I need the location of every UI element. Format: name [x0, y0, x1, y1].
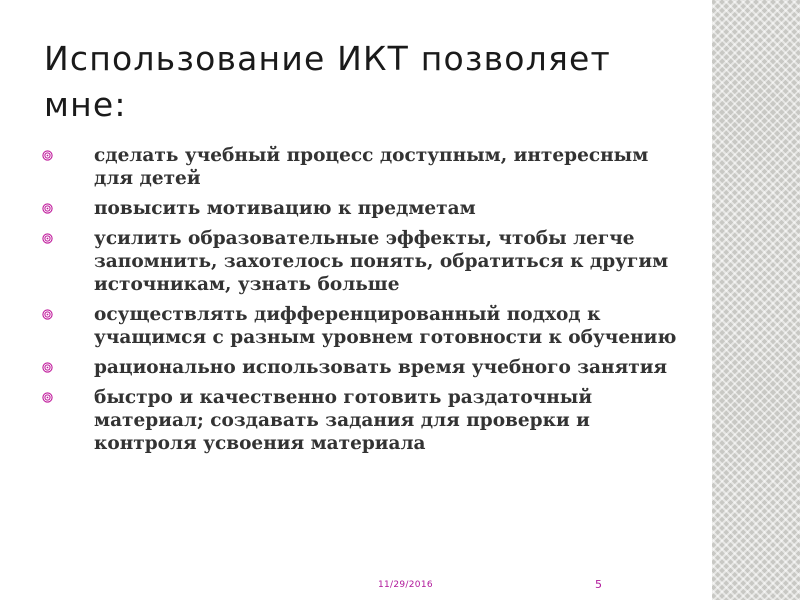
spiral-bullet-icon — [42, 150, 53, 161]
spiral-bullet-icon — [42, 392, 53, 403]
bullet-item — [42, 144, 682, 190]
bullet-item — [42, 197, 682, 220]
footer-date: 11/29/2016 — [378, 580, 433, 590]
bullet-item — [42, 386, 682, 455]
spiral-bullet-icon — [42, 309, 53, 320]
bullet-text: сделать учебный процесс доступным, интересным для детей — [94, 145, 649, 189]
page-number: 5 — [595, 578, 602, 591]
bullet-item — [42, 303, 682, 349]
bullet-item — [42, 227, 682, 296]
bullet-text: осуществлять дифференцированный подход к учащимся с разным уровнем готовности к обучению — [94, 304, 677, 348]
spiral-bullet-icon — [42, 233, 53, 244]
decorative-side-panel — [712, 0, 800, 600]
bullet-list — [42, 144, 682, 462]
slide-title: Использование ИКТ позволяет мне: — [44, 39, 611, 124]
bullet-text: рационально использовать время учебного занятия — [94, 357, 668, 378]
bullet-text: быстро и качественно готовить раздаточный материал; создавать задания для проверки и контроля усвоения материала — [94, 387, 593, 454]
spiral-bullet-icon — [42, 362, 53, 373]
bullet-text: повысить мотивацию к предметам — [94, 198, 476, 219]
spiral-bullet-icon — [42, 203, 53, 214]
bullet-text: усилить образовательные эффекты, чтобы легче запомнить, захотелось понять, обратиться к другим источникам, узнать больше — [94, 228, 669, 295]
bullet-item — [42, 356, 682, 379]
